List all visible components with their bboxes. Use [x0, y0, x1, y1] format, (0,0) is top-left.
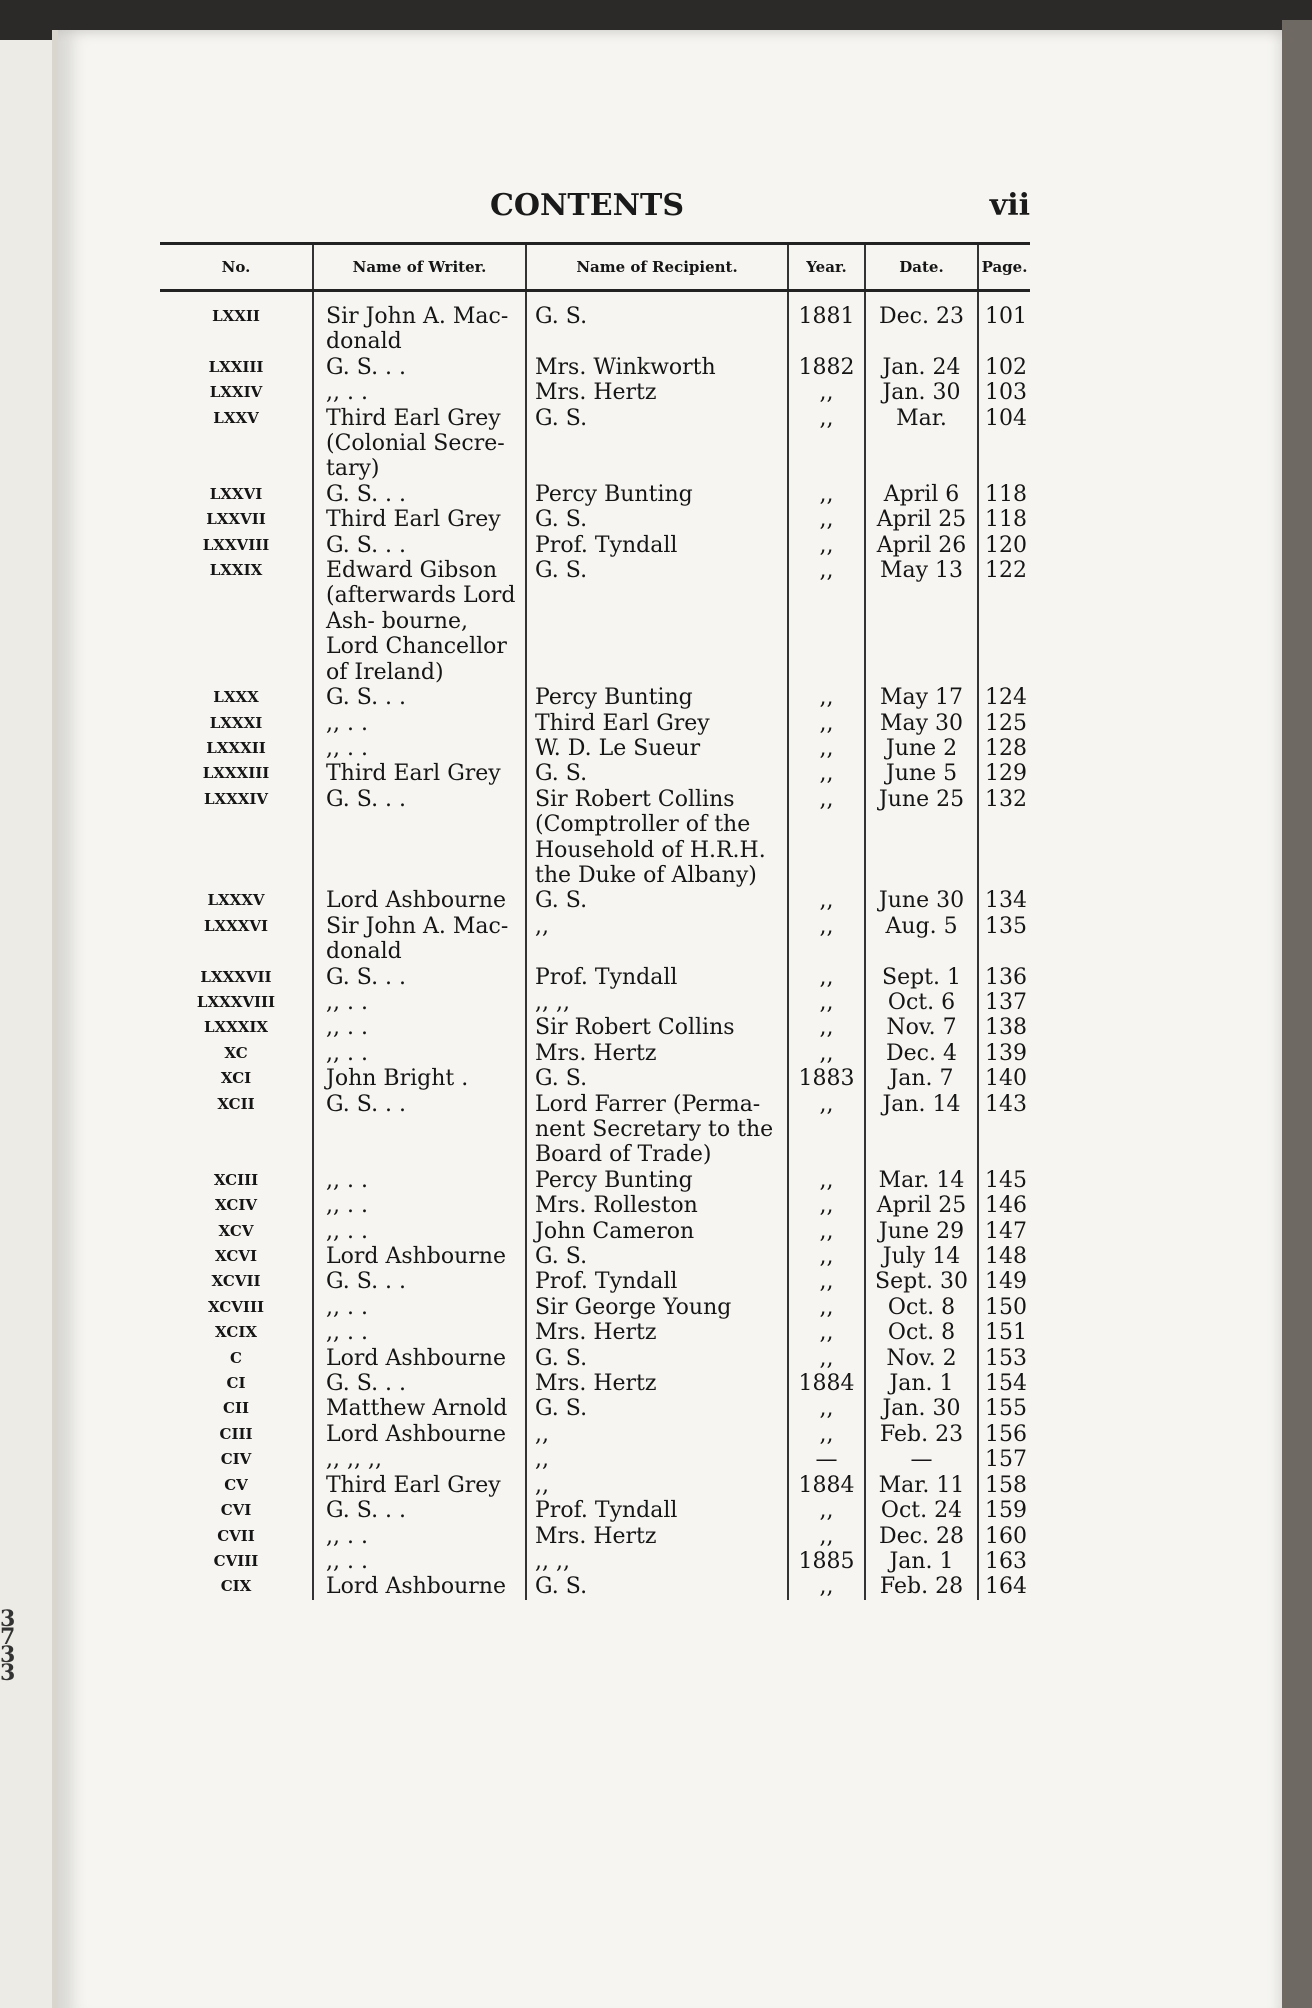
writer-name: Lord Ashbourne	[313, 1346, 526, 1371]
year-cell: 1882	[788, 355, 865, 380]
letter-number: CIX	[220, 1577, 252, 1596]
year-cell: ,,	[788, 787, 865, 889]
table-row	[160, 685, 1030, 710]
writer-name: ,, . .	[313, 1549, 526, 1574]
letter-number: LXXXIX	[203, 1018, 269, 1037]
writer-name: ,, . .	[313, 990, 526, 1015]
table-row	[160, 787, 1030, 889]
letter-number: LXXVII	[206, 510, 266, 529]
page-cell: 145	[978, 1168, 1030, 1193]
writer-name: ,, . .	[313, 711, 526, 736]
letter-number: LXXXVIII	[196, 992, 276, 1011]
page-cell: 157	[978, 1447, 1030, 1472]
page-cell: 128	[978, 736, 1030, 761]
date-cell: June 25	[865, 787, 978, 889]
page-title: CONTENTS	[490, 188, 685, 223]
writer-name: Lord Ashbourne	[313, 888, 526, 913]
table-row	[160, 711, 1030, 736]
writer-name: G. S. . .	[313, 965, 526, 990]
writer-name: ,, . .	[313, 1295, 526, 1320]
recipient-name: Mrs. Winkworth	[526, 355, 788, 380]
column-header-page: Page.	[978, 244, 1030, 291]
page-cell: 129	[978, 761, 1030, 786]
recipient-name: ,,	[526, 1422, 788, 1447]
book-edge	[1282, 20, 1312, 2008]
page-cell: 154	[978, 1371, 1030, 1396]
writer-name: ,, . .	[313, 1320, 526, 1345]
table-row	[160, 736, 1030, 761]
writer-name: G. S. . .	[313, 787, 526, 889]
year-cell: ,,	[788, 1524, 865, 1549]
year-cell: ,,	[788, 736, 865, 761]
year-cell: ,,	[788, 406, 865, 482]
recipient-name: G. S.	[526, 761, 788, 786]
page-cell: 147	[978, 1219, 1030, 1244]
table-row	[160, 1396, 1030, 1421]
table-row	[160, 1574, 1030, 1599]
column-header-no: No.	[160, 244, 313, 291]
letter-number: CVIII	[213, 1551, 259, 1570]
date-cell: Oct. 24	[865, 1498, 978, 1523]
letter-number: XC	[224, 1043, 248, 1062]
date-cell: Nov. 2	[865, 1346, 978, 1371]
page-cell: 132	[978, 787, 1030, 889]
date-cell: June 5	[865, 761, 978, 786]
column-header-date: Date.	[865, 244, 978, 291]
date-cell: Feb. 23	[865, 1422, 978, 1447]
year-cell: ,,	[788, 1269, 865, 1294]
letter-number: XCII	[217, 1094, 255, 1113]
page-cell: 118	[978, 482, 1030, 507]
recipient-name: G. S.	[526, 1244, 788, 1269]
page-cell: 160	[978, 1524, 1030, 1549]
letter-number: XCVI	[215, 1247, 257, 1266]
recipient-name: G. S.	[526, 558, 788, 685]
year-cell: ,,	[788, 711, 865, 736]
table-body	[160, 291, 1030, 1600]
recipient-name: Prof. Tyndall	[526, 1498, 788, 1523]
recipient-name: Percy Bunting	[526, 482, 788, 507]
table-row	[160, 1066, 1030, 1091]
date-cell: Oct. 8	[865, 1295, 978, 1320]
date-cell: —	[865, 1447, 978, 1472]
writer-name: Sir John A. Mac- donald	[313, 914, 526, 965]
year-cell: ,,	[788, 380, 865, 405]
page-header	[160, 182, 1030, 232]
recipient-name: G. S.	[526, 291, 788, 355]
page-cell: 150	[978, 1295, 1030, 1320]
letter-number: XCVII	[211, 1272, 261, 1291]
year-cell: 1881	[788, 291, 865, 355]
recipient-name: G. S.	[526, 1396, 788, 1421]
writer-name: G. S. . .	[313, 1092, 526, 1168]
table-row	[160, 533, 1030, 558]
letter-number: XCV	[218, 1221, 254, 1240]
page-cell: 134	[978, 888, 1030, 913]
letter-number: LXXXII	[206, 738, 266, 757]
recipient-name: ,,	[526, 1447, 788, 1472]
recipient-name: ,, ,,	[526, 1549, 788, 1574]
recipient-name: Prof. Tyndall	[526, 965, 788, 990]
page-cell: 158	[978, 1473, 1030, 1498]
year-cell: ,,	[788, 1346, 865, 1371]
date-cell: Nov. 7	[865, 1015, 978, 1040]
table-row	[160, 1447, 1030, 1472]
letter-number: XCI	[220, 1069, 252, 1088]
page-cell: 163	[978, 1549, 1030, 1574]
recipient-name: G. S.	[526, 507, 788, 532]
recipient-name: Prof. Tyndall	[526, 533, 788, 558]
date-cell: April 26	[865, 533, 978, 558]
letter-number: LXXX	[213, 688, 259, 707]
letter-number: LXXIV	[209, 383, 263, 402]
page-cell: 143	[978, 1092, 1030, 1168]
year-cell: ,,	[788, 507, 865, 532]
letter-number: LXXII	[212, 307, 260, 325]
recipient-name: ,, ,,	[526, 990, 788, 1015]
writer-name: John Bright .	[313, 1066, 526, 1091]
year-cell: ,,	[788, 533, 865, 558]
year-cell: ,,	[788, 1041, 865, 1066]
year-cell: ,,	[788, 914, 865, 965]
letter-number: LXXXVII	[200, 967, 272, 986]
date-cell: April 6	[865, 482, 978, 507]
date-cell: Aug. 5	[865, 914, 978, 965]
letter-number: CI	[226, 1374, 246, 1393]
writer-name: Sir John A. Mac- donald	[313, 291, 526, 355]
date-cell: Feb. 28	[865, 1574, 978, 1599]
table-row	[160, 965, 1030, 990]
writer-name: Lord Ashbourne	[313, 1244, 526, 1269]
date-cell: Sept. 30	[865, 1269, 978, 1294]
column-header-recipient: Name of Recipient.	[526, 244, 788, 291]
page-cell: 125	[978, 711, 1030, 736]
writer-name: Lord Ashbourne	[313, 1422, 526, 1447]
date-cell: Jan. 1	[865, 1549, 978, 1574]
date-cell: Dec. 23	[865, 291, 978, 355]
facing-page-edge	[0, 40, 52, 2008]
writer-name: ,, . .	[313, 1015, 526, 1040]
letter-number: CVI	[220, 1501, 252, 1520]
date-cell: Sept. 1	[865, 965, 978, 990]
table-row	[160, 1269, 1030, 1294]
year-cell: ,,	[788, 1574, 865, 1599]
page-cell: 139	[978, 1041, 1030, 1066]
date-cell: Dec. 4	[865, 1041, 978, 1066]
writer-name: Matthew Arnold	[313, 1396, 526, 1421]
date-cell: Mar.	[865, 406, 978, 482]
page-cell: 148	[978, 1244, 1030, 1269]
table-row	[160, 380, 1030, 405]
page-cell: 164	[978, 1574, 1030, 1599]
date-cell: July 14	[865, 1244, 978, 1269]
writer-name: Lord Ashbourne	[313, 1574, 526, 1599]
recipient-name: ,,	[526, 914, 788, 965]
recipient-name: Sir Robert Collins	[526, 1015, 788, 1040]
facing-page-marks: 3 7 3 3	[0, 1606, 16, 1686]
page-number: vii	[989, 188, 1030, 223]
letter-number: LXXXV	[207, 891, 265, 910]
page-cell: 155	[978, 1396, 1030, 1421]
writer-name: ,, ,, ,,	[313, 1447, 526, 1472]
table-row	[160, 1524, 1030, 1549]
letter-number: XCVIII	[207, 1297, 264, 1316]
letter-number: XCIII	[213, 1170, 259, 1189]
page-cell: 101	[978, 291, 1030, 355]
recipient-name: Sir Robert Collins (Comptroller of the Household of H.R.H. the Duke of Albany)	[526, 787, 788, 889]
recipient-name: Mrs. Hertz	[526, 1041, 788, 1066]
writer-name: ,, . .	[313, 380, 526, 405]
recipient-name: G. S.	[526, 1066, 788, 1091]
writer-name: G. S. . .	[313, 1371, 526, 1396]
year-cell: ,,	[788, 1295, 865, 1320]
writer-name: G. S. . .	[313, 1269, 526, 1294]
date-cell: Dec. 28	[865, 1524, 978, 1549]
recipient-name: Mrs. Hertz	[526, 380, 788, 405]
year-cell: —	[788, 1447, 865, 1472]
recipient-name: G. S.	[526, 406, 788, 482]
letter-number: XCIV	[215, 1196, 257, 1215]
table-row	[160, 1168, 1030, 1193]
table-row	[160, 1371, 1030, 1396]
writer-name: ,, . .	[313, 1168, 526, 1193]
column-header-writer: Name of Writer.	[313, 244, 526, 291]
writer-name: Third Earl Grey	[313, 507, 526, 532]
date-cell: Jan. 30	[865, 1396, 978, 1421]
table-row	[160, 888, 1030, 913]
table-row	[160, 507, 1030, 532]
recipient-name: Mrs. Rolleston	[526, 1193, 788, 1218]
year-cell: ,,	[788, 1168, 865, 1193]
year-cell: ,,	[788, 1193, 865, 1218]
page-cell: 156	[978, 1422, 1030, 1447]
writer-name: Third Earl Grey (Colonial Secre- tary)	[313, 406, 526, 482]
year-cell: ,,	[788, 1320, 865, 1345]
year-cell: ,,	[788, 1219, 865, 1244]
recipient-name: G. S.	[526, 888, 788, 913]
year-cell: ,,	[788, 685, 865, 710]
writer-name: ,, . .	[313, 1524, 526, 1549]
table-row	[160, 1092, 1030, 1168]
recipient-name: G. S.	[526, 1574, 788, 1599]
year-cell: 1884	[788, 1371, 865, 1396]
page-cell: 140	[978, 1066, 1030, 1091]
writer-name: ,, . .	[313, 736, 526, 761]
date-cell: Jan. 30	[865, 380, 978, 405]
table-row	[160, 1549, 1030, 1574]
year-cell: 1883	[788, 1066, 865, 1091]
letter-number: CV	[224, 1475, 248, 1494]
table-row	[160, 1295, 1030, 1320]
column-header-year: Year.	[788, 244, 865, 291]
table-row	[160, 1244, 1030, 1269]
recipient-name: John Cameron	[526, 1219, 788, 1244]
letter-number: LXXXIII	[202, 764, 270, 783]
year-cell: 1884	[788, 1473, 865, 1498]
writer-name: G. S. . .	[313, 533, 526, 558]
date-cell: May 30	[865, 711, 978, 736]
recipient-name: G. S.	[526, 1346, 788, 1371]
writer-name: G. S. . .	[313, 1498, 526, 1523]
writer-name: G. S. . .	[313, 685, 526, 710]
table-row	[160, 355, 1030, 380]
year-cell: ,,	[788, 1422, 865, 1447]
table-row	[160, 1219, 1030, 1244]
letter-number: LXXXI	[209, 713, 263, 732]
recipient-name: Percy Bunting	[526, 685, 788, 710]
page-cell: 136	[978, 965, 1030, 990]
year-cell: ,,	[788, 761, 865, 786]
letter-number: CVII	[217, 1526, 255, 1545]
table-row	[160, 761, 1030, 786]
table-row	[160, 291, 1030, 355]
date-cell: May 17	[865, 685, 978, 710]
table-row	[160, 1422, 1030, 1447]
recipient-name: Mrs. Hertz	[526, 1320, 788, 1345]
page-cell: 159	[978, 1498, 1030, 1523]
year-cell: ,,	[788, 1092, 865, 1168]
table-row	[160, 1015, 1030, 1040]
date-cell: April 25	[865, 507, 978, 532]
year-cell: ,,	[788, 482, 865, 507]
year-cell: ,,	[788, 1244, 865, 1269]
writer-name: Third Earl Grey	[313, 761, 526, 786]
year-cell: ,,	[788, 888, 865, 913]
table-row	[160, 406, 1030, 482]
letter-number: LXXVI	[209, 484, 263, 503]
table-header-row	[160, 244, 1030, 291]
page-cell: 146	[978, 1193, 1030, 1218]
page-cell: 153	[978, 1346, 1030, 1371]
letter-number: LXXVIII	[202, 535, 270, 554]
writer-name: ,, . .	[313, 1219, 526, 1244]
table-row	[160, 1193, 1030, 1218]
date-cell: June 30	[865, 888, 978, 913]
table-row	[160, 990, 1030, 1015]
recipient-name: Mrs. Hertz	[526, 1371, 788, 1396]
page-cell: 124	[978, 685, 1030, 710]
table-row	[160, 1473, 1030, 1498]
page-cell: 151	[978, 1320, 1030, 1345]
page-cell: 120	[978, 533, 1030, 558]
letter-number: CIV	[220, 1450, 252, 1469]
date-cell: Jan. 7	[865, 1066, 978, 1091]
letter-number: LXXXVI	[203, 916, 269, 935]
writer-name: Edward Gibson (afterwards Lord Ash- bourne, Lord Chancellor of Ireland)	[313, 558, 526, 685]
writer-name: G. S. . .	[313, 355, 526, 380]
letter-number: XCIX	[215, 1323, 257, 1342]
table-row	[160, 914, 1030, 965]
date-cell: June 29	[865, 1219, 978, 1244]
table-row	[160, 1320, 1030, 1345]
year-cell: ,,	[788, 1498, 865, 1523]
date-cell: Jan. 14	[865, 1092, 978, 1168]
letter-number: LXXIX	[209, 561, 263, 580]
letter-number: LXXXIV	[203, 789, 269, 808]
date-cell: April 25	[865, 1193, 978, 1218]
year-cell: 1885	[788, 1549, 865, 1574]
letter-number: CII	[223, 1399, 249, 1418]
letter-number: CIII	[219, 1424, 253, 1443]
letter-number: LXXV	[213, 408, 259, 427]
recipient-name: Lord Farrer (Perma- nent Secretary to the Board of Trade)	[526, 1092, 788, 1168]
year-cell: ,,	[788, 1015, 865, 1040]
page-cell: 103	[978, 380, 1030, 405]
date-cell: Jan. 1	[865, 1371, 978, 1396]
date-cell: Oct. 8	[865, 1320, 978, 1345]
date-cell: June 2	[865, 736, 978, 761]
page-cell: 102	[978, 355, 1030, 380]
recipient-name: Third Earl Grey	[526, 711, 788, 736]
year-cell: ,,	[788, 558, 865, 685]
date-cell: May 13	[865, 558, 978, 685]
recipient-name: ,,	[526, 1473, 788, 1498]
letter-number: C	[230, 1348, 242, 1367]
writer-name: ,, . .	[313, 1041, 526, 1066]
writer-name: G. S. . .	[313, 482, 526, 507]
letter-number: LXXIII	[208, 357, 264, 376]
page-cell: 118	[978, 507, 1030, 532]
year-cell: ,,	[788, 1396, 865, 1421]
page-cell: 138	[978, 1015, 1030, 1040]
contents-table	[160, 242, 1030, 1600]
recipient-name: Mrs. Hertz	[526, 1524, 788, 1549]
recipient-name: Prof. Tyndall	[526, 1269, 788, 1294]
page-cell: 104	[978, 406, 1030, 482]
table-row	[160, 558, 1030, 685]
table-row	[160, 1346, 1030, 1371]
table-row	[160, 1498, 1030, 1523]
date-cell: Mar. 14	[865, 1168, 978, 1193]
writer-name: Third Earl Grey	[313, 1473, 526, 1498]
table-row	[160, 1041, 1030, 1066]
page-cell: 122	[978, 558, 1030, 685]
page-cell: 135	[978, 914, 1030, 965]
date-cell: Oct. 6	[865, 990, 978, 1015]
date-cell: Jan. 24	[865, 355, 978, 380]
recipient-name: W. D. Le Sueur	[526, 736, 788, 761]
recipient-name: Percy Bunting	[526, 1168, 788, 1193]
recipient-name: Sir George Young	[526, 1295, 788, 1320]
year-cell: ,,	[788, 990, 865, 1015]
date-cell: Mar. 11	[865, 1473, 978, 1498]
table-row	[160, 482, 1030, 507]
year-cell: ,,	[788, 965, 865, 990]
page-cell: 137	[978, 990, 1030, 1015]
writer-name: ,, . .	[313, 1193, 526, 1218]
page-cell: 149	[978, 1269, 1030, 1294]
